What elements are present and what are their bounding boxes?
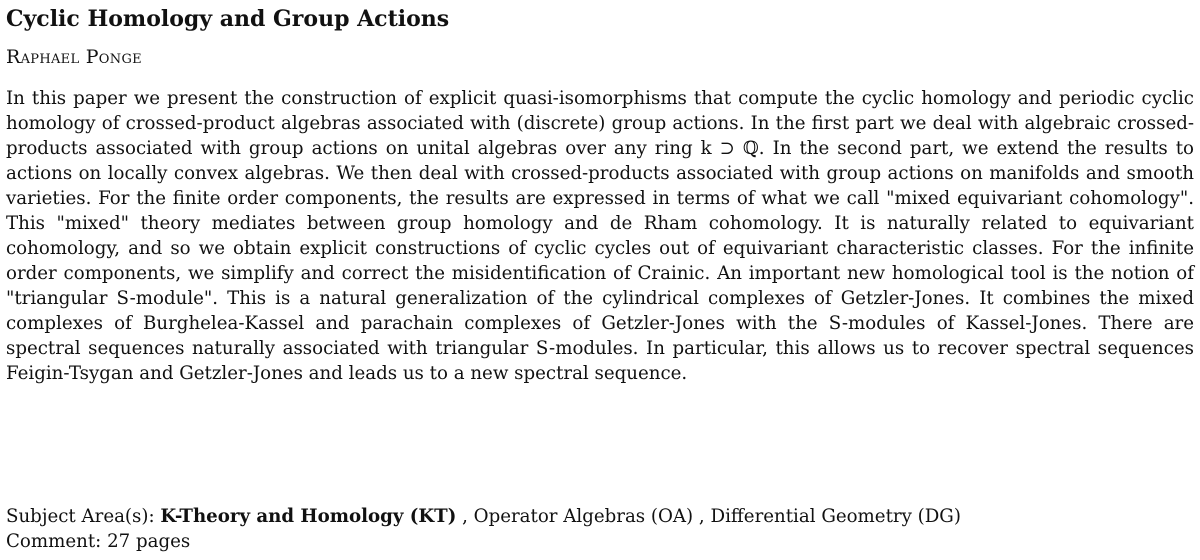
subject-areas-label: Subject Area(s): [6,506,155,527]
paper-page [6,0,1194,552]
comment [6,529,961,554]
subject-areas [6,504,961,529]
comment-value: 27 pages [107,531,191,552]
subject-area-primary: K-Theory and Homology (KT) [160,506,457,527]
subject-area-others: , Operator Algebras (OA) , Differential Geometry (DG) [462,506,961,527]
paper-metadata [6,504,961,554]
paper-title: Cyclic Homology and Group Actions [6,6,450,32]
paper-abstract: In this paper we present the construction of explicit quasi-isomorphisms that compute the cyclic homology and periodic cyclic homology of crossed-product algebras associated with (discrete) group actions. In the first part we deal with algebraic crossed-products associated with group actions on unital algebras over any ring k ⊃ ℚ. In the second part, we extend the results to actions on locally convex algebras. We then deal with crossed-products associated with group actions on manifolds and smooth varieties. For the finite order components, the results are expressed in terms of what we call "mixed equivariant cohomology". This "mixed" theory mediates between group homology and de Rham cohomology. It is naturally related to equivariant cohomology, and so we obtain explicit constructions of cyclic cycles out of equivariant characteristic classes. For the infinite order components, we simplify and correct the misidentification of Crainic. An important new homological tool is the notion of "triangular S-module". This is a natural generalization of the cylindrical complexes of Getzler-Jones. It combines the mixed complexes of Burghelea-Kassel and parachain complexes of Getzler-Jones with the S-modules of Kassel-Jones. There are spectral sequences naturally associated with triangular S-modules. In particular, this allows us to recover spectral sequences Feigin-Tsygan and Getzler-Jones and leads us to a new spectral sequence. [6,88,1194,384]
comment-label: Comment: [6,531,102,552]
paper-author: Raphael Ponge [6,46,142,68]
